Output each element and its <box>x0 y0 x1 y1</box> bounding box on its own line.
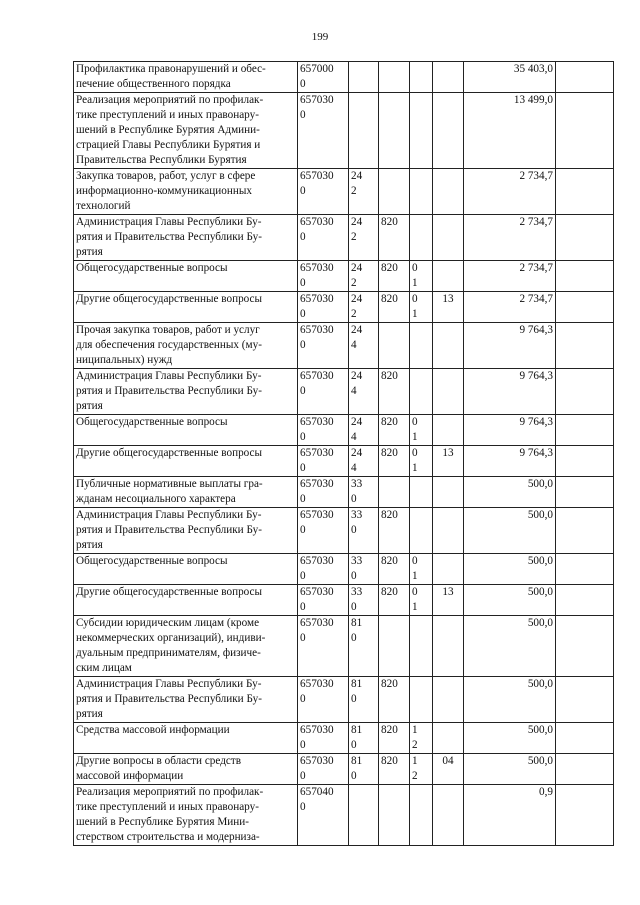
row-target-code-cell: 657030 0 <box>298 554 349 585</box>
row-amount-cell: 500,0 <box>464 477 556 508</box>
row-section-cell <box>410 508 433 554</box>
row-administrator-cell <box>379 323 410 369</box>
row-expense-type-cell: 24 4 <box>349 323 379 369</box>
row-amount-cell: 500,0 <box>464 677 556 723</box>
row-amount-cell: 500,0 <box>464 723 556 754</box>
row-section-cell: 0 1 <box>410 446 433 477</box>
row-empty-cell <box>556 369 614 415</box>
row-subsection-cell <box>433 554 464 585</box>
row-expense-type-cell: 24 4 <box>349 415 379 446</box>
row-amount-cell: 500,0 <box>464 585 556 616</box>
row-expense-type-cell: 24 2 <box>349 292 379 323</box>
row-section-cell <box>410 169 433 215</box>
row-name-cell: Профилактика правонарушений и обес- печение общественного порядка <box>74 62 298 93</box>
table-row <box>74 292 614 323</box>
row-target-code-cell: 657030 0 <box>298 508 349 554</box>
row-empty-cell <box>556 585 614 616</box>
row-amount-cell: 2 734,7 <box>464 292 556 323</box>
row-subsection-cell <box>433 323 464 369</box>
row-empty-cell <box>556 754 614 785</box>
table-row <box>74 446 614 477</box>
row-name-cell: Общегосударственные вопросы <box>74 415 298 446</box>
row-section-cell <box>410 62 433 93</box>
row-administrator-cell: 820 <box>379 446 410 477</box>
table-row <box>74 323 614 369</box>
row-empty-cell <box>556 93 614 169</box>
row-subsection-cell <box>433 62 464 93</box>
row-section-cell: 0 1 <box>410 554 433 585</box>
row-name-cell: Общегосударственные вопросы <box>74 261 298 292</box>
row-target-code-cell: 657030 0 <box>298 477 349 508</box>
row-name-cell: Средства массовой информации <box>74 723 298 754</box>
row-target-code-cell: 657030 0 <box>298 215 349 261</box>
row-subsection-cell <box>433 723 464 754</box>
row-name-cell: Публичные нормативные выплаты гра- жданам несоциального характера <box>74 477 298 508</box>
row-name-cell: Реализация мероприятий по профилак- тике преступлений и иных правонару- шений в Республике Бурятия Админи- страцией Главы Республики Бурятия и Правительства Республики Бурятия <box>74 93 298 169</box>
table-row <box>74 169 614 215</box>
table-row <box>74 415 614 446</box>
row-expense-type-cell: 81 0 <box>349 754 379 785</box>
row-empty-cell <box>556 215 614 261</box>
row-target-code-cell: 657000 0 <box>298 62 349 93</box>
row-name-cell: Другие вопросы в области средств массовой информации <box>74 754 298 785</box>
row-amount-cell: 9 764,3 <box>464 415 556 446</box>
row-expense-type-cell: 33 0 <box>349 477 379 508</box>
row-target-code-cell: 657030 0 <box>298 93 349 169</box>
row-target-code-cell: 657030 0 <box>298 677 349 723</box>
row-empty-cell <box>556 261 614 292</box>
row-empty-cell <box>556 677 614 723</box>
row-name-cell: Закупка товаров, работ, услуг в сфере информационно-коммуникационных технологий <box>74 169 298 215</box>
row-target-code-cell: 657030 0 <box>298 415 349 446</box>
row-subsection-cell <box>433 169 464 215</box>
row-administrator-cell: 820 <box>379 369 410 415</box>
row-amount-cell: 2 734,7 <box>464 169 556 215</box>
table-row <box>74 616 614 677</box>
row-name-cell: Реализация мероприятий по профилак- тике преступлений и иных правонару- шений в Республике Бурятия Мини- стерством строительства и модерниза- <box>74 785 298 846</box>
row-expense-type-cell <box>349 93 379 169</box>
row-administrator-cell <box>379 477 410 508</box>
row-section-cell <box>410 477 433 508</box>
row-target-code-cell: 657030 0 <box>298 169 349 215</box>
row-name-cell: Общегосударственные вопросы <box>74 554 298 585</box>
row-subsection-cell: 04 <box>433 754 464 785</box>
table-row <box>74 585 614 616</box>
row-empty-cell <box>556 477 614 508</box>
row-name-cell: Другие общегосударственные вопросы <box>74 446 298 477</box>
row-expense-type-cell: 33 0 <box>349 508 379 554</box>
row-administrator-cell <box>379 616 410 677</box>
row-name-cell: Другие общегосударственные вопросы <box>74 585 298 616</box>
row-subsection-cell <box>433 261 464 292</box>
row-expense-type-cell: 24 2 <box>349 215 379 261</box>
row-section-cell <box>410 785 433 846</box>
row-amount-cell: 500,0 <box>464 554 556 585</box>
row-section-cell: 1 2 <box>410 723 433 754</box>
table-row <box>74 369 614 415</box>
row-subsection-cell <box>433 369 464 415</box>
row-administrator-cell: 820 <box>379 215 410 261</box>
row-section-cell: 0 1 <box>410 292 433 323</box>
row-target-code-cell: 657030 0 <box>298 723 349 754</box>
row-amount-cell: 35 403,0 <box>464 62 556 93</box>
row-administrator-cell <box>379 62 410 93</box>
row-administrator-cell: 820 <box>379 723 410 754</box>
budget-table-body <box>74 62 614 846</box>
row-target-code-cell: 657030 0 <box>298 292 349 323</box>
row-expense-type-cell: 81 0 <box>349 616 379 677</box>
row-amount-cell: 9 764,3 <box>464 446 556 477</box>
row-expense-type-cell: 81 0 <box>349 677 379 723</box>
table-row <box>74 261 614 292</box>
row-name-cell: Администрация Главы Республики Бу- рятия и Правительства Республики Бу- рятия <box>74 508 298 554</box>
row-subsection-cell <box>433 785 464 846</box>
row-target-code-cell: 657030 0 <box>298 616 349 677</box>
row-empty-cell <box>556 554 614 585</box>
row-expense-type-cell: 33 0 <box>349 585 379 616</box>
row-target-code-cell: 657030 0 <box>298 446 349 477</box>
row-administrator-cell <box>379 785 410 846</box>
row-section-cell <box>410 215 433 261</box>
row-subsection-cell <box>433 616 464 677</box>
row-empty-cell <box>556 508 614 554</box>
table-row <box>74 754 614 785</box>
row-section-cell <box>410 616 433 677</box>
table-row <box>74 785 614 846</box>
row-empty-cell <box>556 785 614 846</box>
row-expense-type-cell: 24 4 <box>349 446 379 477</box>
row-administrator-cell: 820 <box>379 677 410 723</box>
row-name-cell: Субсидии юридическим лицам (кроме некоммерческих организаций), индиви- дуальным предпринимателям, физиче- ским лицам <box>74 616 298 677</box>
row-subsection-cell <box>433 677 464 723</box>
row-name-cell: Администрация Главы Республики Бу- рятия и Правительства Республики Бу- рятия <box>74 369 298 415</box>
row-administrator-cell <box>379 169 410 215</box>
row-administrator-cell: 820 <box>379 554 410 585</box>
table-row <box>74 93 614 169</box>
row-target-code-cell: 657030 0 <box>298 323 349 369</box>
row-subsection-cell <box>433 508 464 554</box>
table-row <box>74 215 614 261</box>
row-empty-cell <box>556 62 614 93</box>
row-amount-cell: 500,0 <box>464 754 556 785</box>
row-section-cell <box>410 323 433 369</box>
row-target-code-cell: 657030 0 <box>298 261 349 292</box>
row-section-cell: 0 1 <box>410 585 433 616</box>
row-section-cell: 0 1 <box>410 415 433 446</box>
table-row <box>74 477 614 508</box>
row-subsection-cell <box>433 415 464 446</box>
row-administrator-cell: 820 <box>379 508 410 554</box>
row-section-cell: 1 2 <box>410 754 433 785</box>
row-amount-cell: 0,9 <box>464 785 556 846</box>
budget-table <box>73 61 614 846</box>
row-administrator-cell <box>379 93 410 169</box>
row-expense-type-cell: 24 2 <box>349 261 379 292</box>
row-expense-type-cell <box>349 785 379 846</box>
row-expense-type-cell: 81 0 <box>349 723 379 754</box>
row-administrator-cell: 820 <box>379 585 410 616</box>
row-amount-cell: 500,0 <box>464 616 556 677</box>
row-section-cell <box>410 369 433 415</box>
table-row <box>74 508 614 554</box>
row-amount-cell: 2 734,7 <box>464 215 556 261</box>
row-administrator-cell: 820 <box>379 261 410 292</box>
row-section-cell <box>410 93 433 169</box>
row-subsection-cell: 13 <box>433 446 464 477</box>
row-expense-type-cell: 33 0 <box>349 554 379 585</box>
row-empty-cell <box>556 292 614 323</box>
row-target-code-cell: 657040 0 <box>298 785 349 846</box>
row-subsection-cell: 13 <box>433 585 464 616</box>
row-administrator-cell: 820 <box>379 292 410 323</box>
row-section-cell: 0 1 <box>410 261 433 292</box>
table-row <box>74 554 614 585</box>
row-name-cell: Прочая закупка товаров, работ и услуг для обеспечения государственных (му- ниципальных) нужд <box>74 323 298 369</box>
row-empty-cell <box>556 723 614 754</box>
row-empty-cell <box>556 169 614 215</box>
table-row <box>74 62 614 93</box>
row-name-cell: Другие общегосударственные вопросы <box>74 292 298 323</box>
row-subsection-cell <box>433 477 464 508</box>
row-administrator-cell: 820 <box>379 754 410 785</box>
row-target-code-cell: 657030 0 <box>298 754 349 785</box>
row-administrator-cell: 820 <box>379 415 410 446</box>
row-target-code-cell: 657030 0 <box>298 369 349 415</box>
row-subsection-cell: 13 <box>433 292 464 323</box>
row-amount-cell: 2 734,7 <box>464 261 556 292</box>
row-name-cell: Администрация Главы Республики Бу- рятия и Правительства Республики Бу- рятия <box>74 677 298 723</box>
table-row <box>74 723 614 754</box>
row-empty-cell <box>556 415 614 446</box>
table-row <box>74 677 614 723</box>
row-expense-type-cell: 24 4 <box>349 369 379 415</box>
row-empty-cell <box>556 323 614 369</box>
row-amount-cell: 9 764,3 <box>464 369 556 415</box>
row-subsection-cell <box>433 93 464 169</box>
page-number: 199 <box>311 31 329 43</box>
row-empty-cell <box>556 446 614 477</box>
row-section-cell <box>410 677 433 723</box>
row-target-code-cell: 657030 0 <box>298 585 349 616</box>
row-amount-cell: 9 764,3 <box>464 323 556 369</box>
row-amount-cell: 13 499,0 <box>464 93 556 169</box>
row-empty-cell <box>556 616 614 677</box>
row-subsection-cell <box>433 215 464 261</box>
row-amount-cell: 500,0 <box>464 508 556 554</box>
row-name-cell: Администрация Главы Республики Бу- рятия и Правительства Республики Бу- рятия <box>74 215 298 261</box>
row-expense-type-cell: 24 2 <box>349 169 379 215</box>
row-expense-type-cell <box>349 62 379 93</box>
